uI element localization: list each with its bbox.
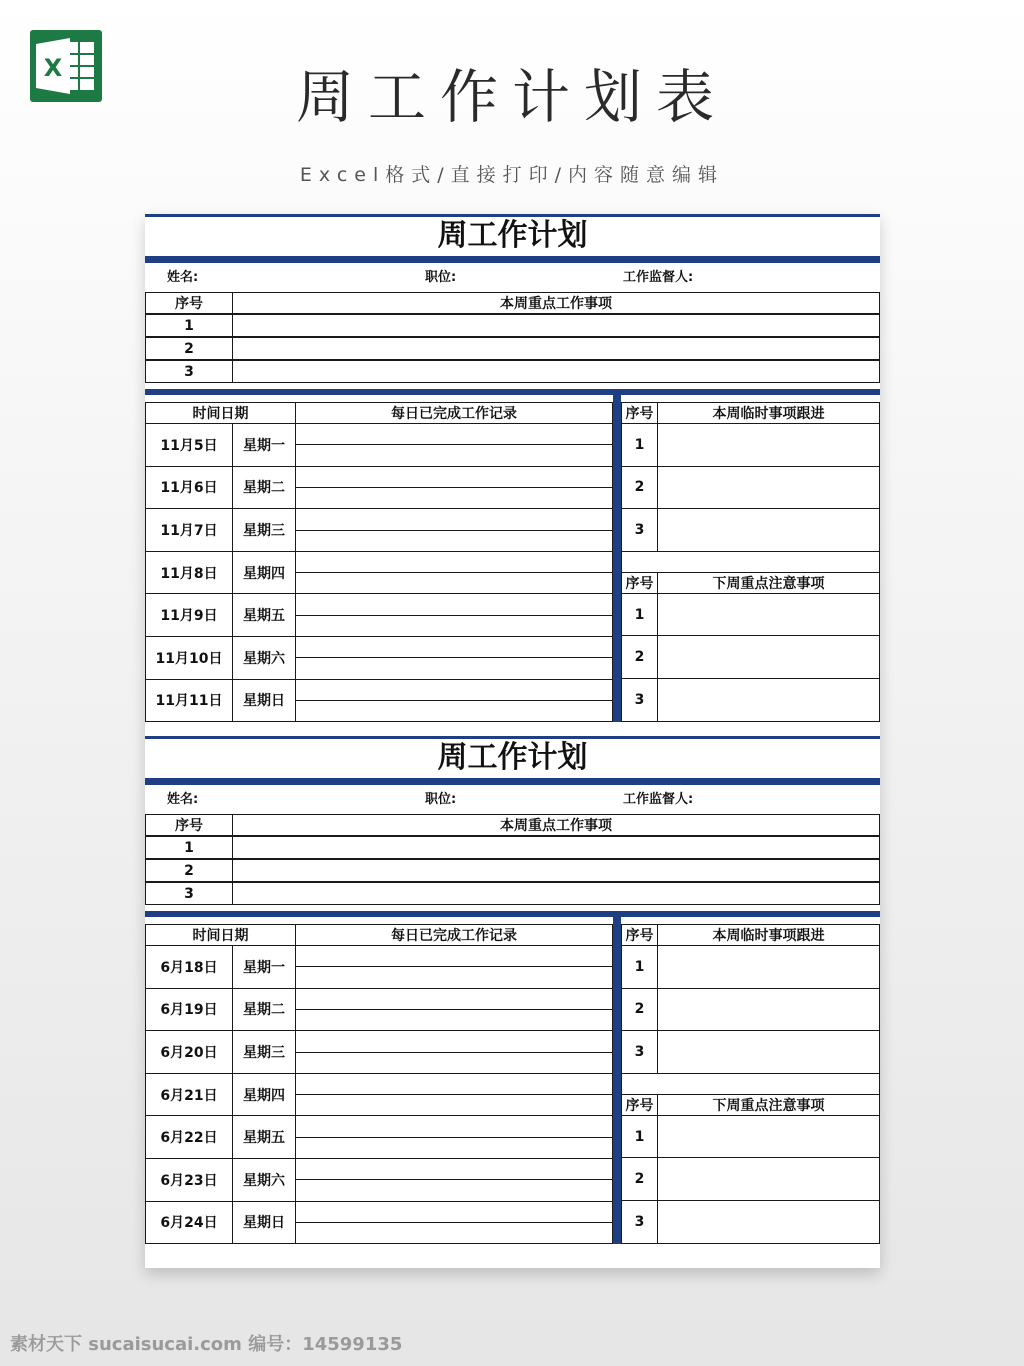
record-line: [295, 1052, 613, 1053]
next-col-item: 下周重点注意事项: [657, 572, 880, 594]
page-title: 周工作计划表: [295, 63, 728, 131]
record-line: [295, 615, 613, 616]
day-date: 6月23日: [145, 1158, 233, 1202]
day-date: 11月7日: [145, 508, 233, 552]
day-date: 11月8日: [145, 551, 233, 595]
title-bottom-rule: [145, 778, 880, 785]
temp-col-no: 序号: [621, 924, 658, 946]
temp-item-cell[interactable]: [657, 466, 880, 510]
column-divider-bar: [613, 917, 621, 1244]
next-item-cell[interactable]: [657, 1200, 880, 1244]
day-weekday: 星期五: [232, 593, 296, 637]
table-row-number: 3: [621, 1030, 658, 1074]
day-date: 6月21日: [145, 1073, 233, 1117]
next-col-no: 序号: [621, 572, 658, 594]
record-line: [295, 530, 613, 531]
daily-col-date: 时间日期: [145, 402, 296, 424]
day-date: 11月5日: [145, 423, 233, 467]
page-subtitle: Excel格式/直接打印/内容随意编辑: [299, 164, 725, 186]
table-row-number: 1: [145, 314, 233, 337]
daily-col-record: 每日已完成工作记录: [295, 402, 613, 424]
day-weekday: 星期日: [232, 1201, 296, 1245]
day-date: 11月9日: [145, 593, 233, 637]
record-line: [295, 572, 613, 573]
logo-letter: X: [43, 54, 63, 82]
table-row-number: 2: [621, 1157, 658, 1201]
table-row-number: 1: [621, 423, 658, 467]
day-weekday: 星期六: [232, 636, 296, 680]
day-weekday: 星期五: [232, 1115, 296, 1159]
table-row-number: 3: [621, 1200, 658, 1244]
day-date: 11月10日: [145, 636, 233, 680]
next-item-cell[interactable]: [657, 1115, 880, 1159]
table-row-number: 1: [621, 593, 658, 637]
record-line: [295, 444, 613, 445]
table-row-number: 1: [621, 1115, 658, 1159]
table-row-number: 3: [621, 678, 658, 722]
day-weekday: 星期三: [232, 1030, 296, 1074]
temp-item-cell[interactable]: [657, 988, 880, 1032]
day-weekday: 星期二: [232, 988, 296, 1032]
title-bottom-rule: [145, 256, 880, 263]
section-title: 周工作计划: [437, 218, 588, 253]
worksheet: [145, 214, 880, 1268]
next-col-item: 下周重点注意事项: [657, 1094, 880, 1116]
temp-col-item: 本周临时事项跟进: [657, 924, 880, 946]
day-weekday: 星期一: [232, 423, 296, 467]
key-col-item: 本周重点工作事项: [232, 814, 880, 836]
table-row-number: 3: [145, 360, 233, 383]
day-date: 6月20日: [145, 1030, 233, 1074]
key-col-no: 序号: [145, 814, 233, 836]
day-date: 11月6日: [145, 466, 233, 510]
record-line: [295, 1179, 613, 1180]
section-divider-rule: [145, 389, 880, 395]
record-line: [295, 1009, 613, 1010]
next-item-cell[interactable]: [657, 635, 880, 679]
day-weekday: 星期六: [232, 1158, 296, 1202]
next-col-no: 序号: [621, 1094, 658, 1116]
supervisor-label: 工作监督人:: [623, 792, 694, 807]
table-row-number: 2: [621, 466, 658, 510]
key-item-cell[interactable]: [232, 360, 880, 383]
table-row-number: 2: [145, 337, 233, 360]
table-row-number: 1: [621, 945, 658, 989]
temp-col-item: 本周临时事项跟进: [657, 402, 880, 424]
day-weekday: 星期日: [232, 679, 296, 723]
record-line: [295, 700, 613, 701]
next-item-cell[interactable]: [657, 593, 880, 637]
day-date: 6月19日: [145, 988, 233, 1032]
column-divider-bar: [613, 395, 621, 722]
record-line: [295, 1222, 613, 1223]
position-label: 职位:: [425, 270, 457, 285]
key-item-cell[interactable]: [232, 337, 880, 360]
table-row-number: 3: [621, 508, 658, 552]
day-date: 6月18日: [145, 945, 233, 989]
key-item-cell[interactable]: [232, 882, 880, 905]
day-date: 6月24日: [145, 1201, 233, 1245]
day-weekday: 星期二: [232, 466, 296, 510]
table-row-number: 2: [145, 859, 233, 882]
title-top-rule: [145, 214, 880, 217]
record-line: [295, 966, 613, 967]
daily-col-date: 时间日期: [145, 924, 296, 946]
record-line: [295, 487, 613, 488]
temp-item-cell[interactable]: [657, 1030, 880, 1074]
key-item-cell[interactable]: [232, 314, 880, 337]
title-top-rule: [145, 736, 880, 739]
temp-col-no: 序号: [621, 402, 658, 424]
supervisor-label: 工作监督人:: [623, 270, 694, 285]
day-weekday: 星期四: [232, 1073, 296, 1117]
record-line: [295, 657, 613, 658]
daily-col-record: 每日已完成工作记录: [295, 924, 613, 946]
section-title: 周工作计划: [437, 740, 588, 775]
day-weekday: 星期三: [232, 508, 296, 552]
next-item-cell[interactable]: [657, 1157, 880, 1201]
table-row-number: 2: [621, 635, 658, 679]
record-line: [295, 1137, 613, 1138]
table-row-number: 1: [145, 836, 233, 859]
day-date: 6月22日: [145, 1115, 233, 1159]
key-item-cell[interactable]: [232, 859, 880, 882]
key-item-cell[interactable]: [232, 836, 880, 859]
record-line: [295, 1094, 613, 1095]
section-divider-rule: [145, 911, 880, 917]
day-weekday: 星期四: [232, 551, 296, 595]
temp-item-cell[interactable]: [657, 945, 880, 989]
spacer-cell: [621, 551, 880, 573]
watermark: 素材天下 sucaisucai.com 编号：14599135: [10, 1334, 403, 1355]
day-weekday: 星期一: [232, 945, 296, 989]
spacer-cell: [621, 1073, 880, 1095]
key-col-item: 本周重点工作事项: [232, 292, 880, 314]
table-row-number: 2: [621, 988, 658, 1032]
key-col-no: 序号: [145, 292, 233, 314]
table-row-number: 3: [145, 882, 233, 905]
temp-item-cell[interactable]: [657, 508, 880, 552]
position-label: 职位:: [425, 792, 457, 807]
name-label: 姓名:: [167, 270, 199, 285]
temp-item-cell[interactable]: [657, 423, 880, 467]
day-date: 11月11日: [145, 679, 233, 723]
name-label: 姓名:: [167, 792, 199, 807]
next-item-cell[interactable]: [657, 678, 880, 722]
